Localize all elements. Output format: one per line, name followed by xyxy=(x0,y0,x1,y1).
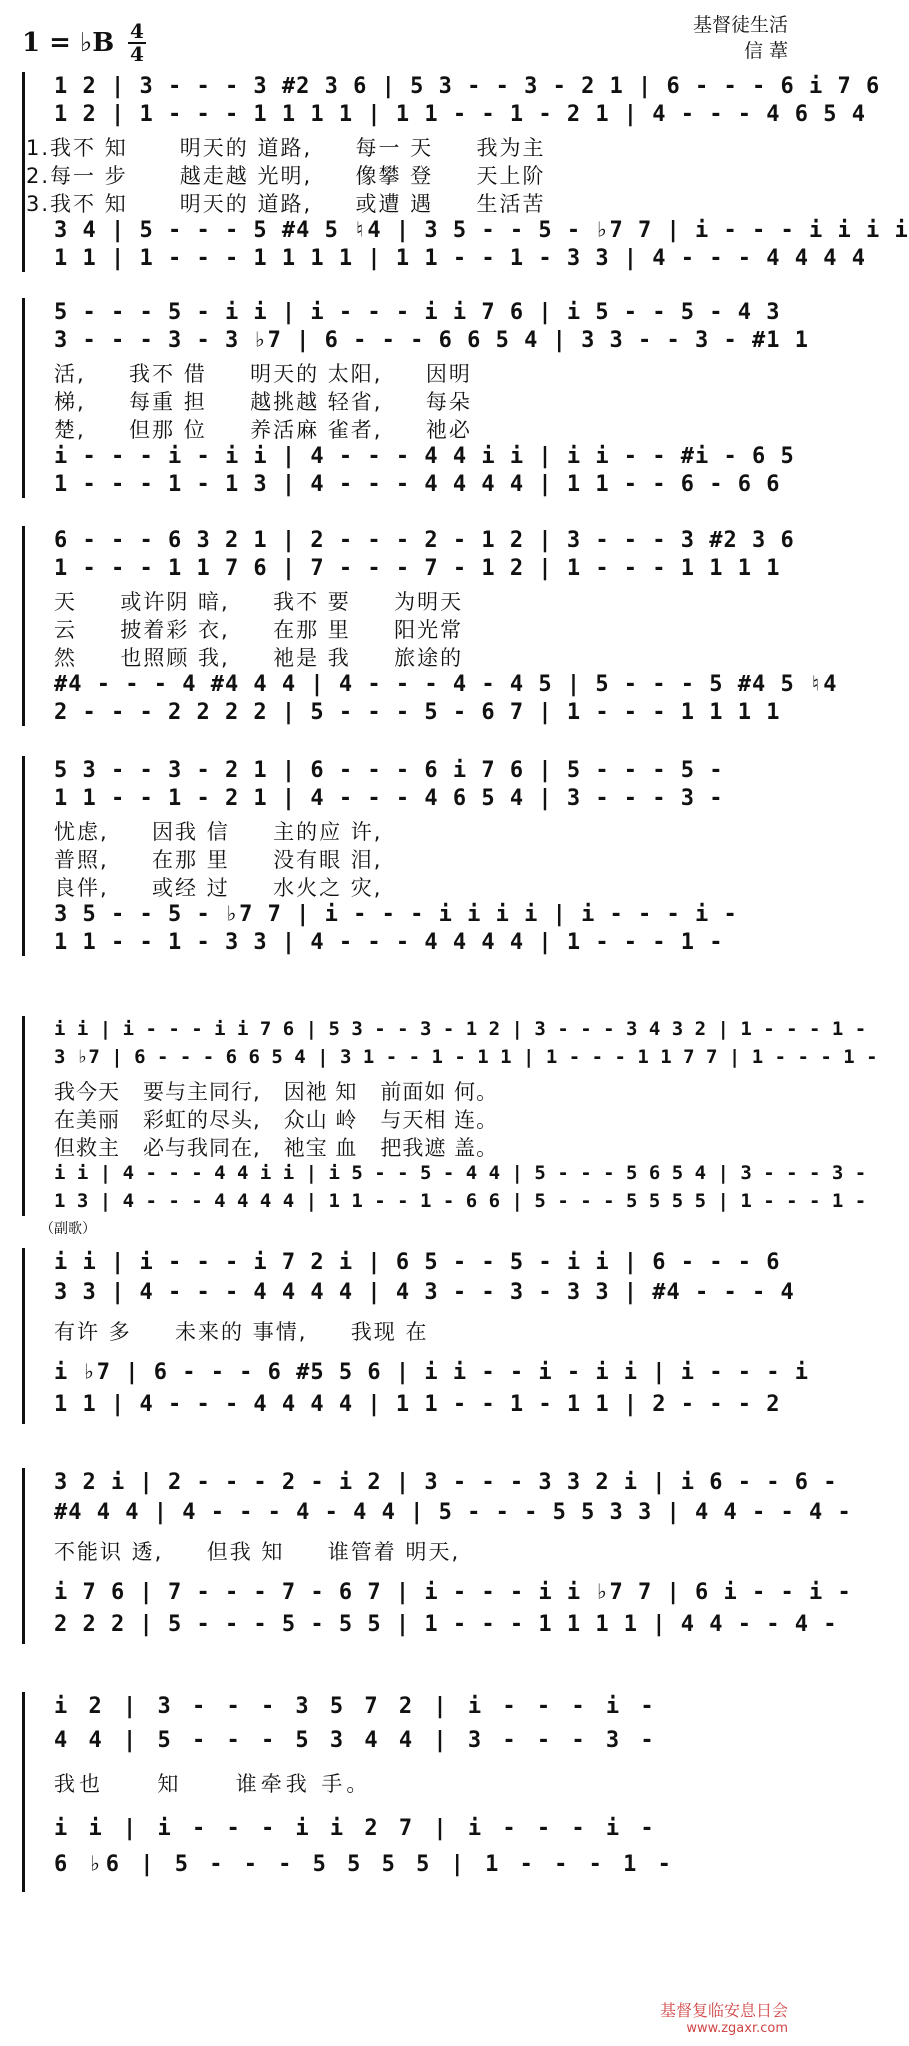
tenor-line: i i | i - - - i i 2 7 | i - - - i - xyxy=(54,1816,658,1841)
time-signature xyxy=(128,19,146,66)
tenor-line: i ♭7 | 6 - - - 6 #5 5 6 | i i - - i - i i | i - - - i xyxy=(54,1360,809,1385)
tenor-line: i 7 6 | 7 - - - 7 - 6 7 | i - - - i i ♭7 7 | 6 i - - i - xyxy=(54,1580,852,1605)
key-signature: 1 = ♭B xyxy=(22,28,115,58)
bass-line: 1 3 | 4 - - - 4 4 4 4 | 1 1 - - 1 - 6 6 | 5 - - - 5 5 5 5 | 1 - - - 1 - xyxy=(54,1190,867,1212)
lyrics-verse-2: 普照, 在那 里 没有眼 泪, xyxy=(54,848,383,872)
lyrics-verse-1: 1.我不 知 明天的 道路, 每一 天 我为主 xyxy=(26,136,546,160)
soprano-line: 1 2 | 3 - - - 3 #2 3 6 | 5 3 - - 3 - 2 1 | 6 - - - 6 i 7 6 xyxy=(54,74,881,99)
lyrics-verse-2: 在美丽 彩虹的尽头, 众山 岭 与天相 连。 xyxy=(54,1108,499,1132)
lyrics-verse-3: 然 也照顾 我, 祂是 我 旅途的 xyxy=(54,646,464,670)
lyrics-chorus: 有许 多 未来的 事情, 我现 在 xyxy=(54,1320,429,1344)
tenor-line: 3 4 | 5 - - - 5 #4 5 ♮4 | 3 5 - - 5 - ♭7 7 | i - - - i i i i xyxy=(54,218,909,243)
lyrics-verse-3: 楚, 但那 位 养活麻 雀者, 祂必 xyxy=(54,418,472,442)
bass-line: 2 - - - 2 2 2 2 | 5 - - - 5 - 6 7 | 1 - - - 1 1 1 1 xyxy=(54,700,781,725)
alto-line: 3 ♭7 | 6 - - - 6 6 5 4 | 3 1 - - 1 - 1 1 | 1 - - - 1 1 7 7 | 1 - - - 1 - xyxy=(54,1046,878,1068)
alto-line: 1 2 | 1 - - - 1 1 1 1 | 1 1 - - 1 - 2 1 | 4 - - - 4 6 5 4 xyxy=(54,102,866,127)
tenor-line: 3 5 - - 5 - ♭7 7 | i - - - i i i i | i - - - i - xyxy=(54,902,738,927)
lyrics-verse-3: 良伴, 或经 过 水火之 灾, xyxy=(54,876,383,900)
time-signature-bottom: 4 xyxy=(130,42,144,66)
alto-line: 1 - - - 1 1 7 6 | 7 - - - 7 - 1 2 | 1 - - - 1 1 1 1 xyxy=(54,556,781,581)
soprano-line: 5 - - - 5 - i i | i - - - i i 7 6 | i 5 - - 5 - 4 3 xyxy=(54,300,781,325)
bass-line: 1 1 | 1 - - - 1 1 1 1 | 1 1 - - 1 - 3 3 | 4 - - - 4 4 4 4 xyxy=(54,246,866,271)
alto-line: 3 3 | 4 - - - 4 4 4 4 | 4 3 - - 3 - 3 3 | #4 - - - 4 xyxy=(54,1280,795,1305)
alto-line: 3 - - - 3 - 3 ♭7 | 6 - - - 6 6 5 4 | 3 3 - - 3 - #1 1 xyxy=(54,328,809,353)
alto-line: 4 4 | 5 - - - 5 3 4 4 | 3 - - - 3 - xyxy=(54,1728,658,1753)
score-system-2 xyxy=(22,298,809,498)
tenor-line: i - - - i - i i | 4 - - - 4 4 i i | i i - - #i - 6 5 xyxy=(54,444,795,469)
lyrics-chorus: 不能识 透, 但我 知 谁管着 明天, xyxy=(54,1540,461,1564)
lyrics-verse-3: 但救主 必与我同在, 祂宝 血 把我遮 盖。 xyxy=(54,1136,499,1160)
score-system-8 xyxy=(22,1692,792,1892)
score-system-7 xyxy=(22,1468,852,1644)
alto-line: 1 1 - - 1 - 2 1 | 4 - - - 4 6 5 4 | 3 - - - 3 - xyxy=(54,786,724,811)
credit-source: 基督徒生活 xyxy=(692,14,788,36)
soprano-line: i i | i - - - i i 7 6 | 5 3 - - 3 - 1 2 | 3 - - - 3 4 3 2 | 1 - - - 1 - xyxy=(54,1018,867,1040)
bass-line: 1 - - - 1 - 1 3 | 4 - - - 4 4 4 4 | 1 1 - - 6 - 6 6 xyxy=(54,472,781,497)
lyrics-verse-2: 云 披着彩 衣, 在那 里 阳光常 xyxy=(54,618,464,642)
lyrics-chorus: 我也 知 谁牵我 手。 xyxy=(54,1772,372,1796)
lyrics-verse-3: 3.我不 知 明天的 道路, 或遭 遇 生活苦 xyxy=(26,192,546,216)
alto-line: #4 4 4 | 4 - - - 4 - 4 4 | 5 - - - 5 5 3 3 | 4 4 - - 4 - xyxy=(54,1500,852,1525)
lyrics-verse-2: 梯, 每重 担 越挑越 轻省, 每朵 xyxy=(54,390,472,414)
tenor-line: #4 - - - 4 #4 4 4 | 4 - - - 4 - 4 5 | 5 - - - 5 #4 5 ♮4 xyxy=(54,672,838,697)
soprano-line: i i | i - - - i 7 2 i | 6 5 - - 5 - i i | 6 - - - 6 xyxy=(54,1250,781,1275)
credits xyxy=(693,12,788,64)
soprano-line: i 2 | 3 - - - 3 5 7 2 | i - - - i - xyxy=(54,1694,658,1719)
score-system-4 xyxy=(22,756,792,956)
lyrics-verse-1: 忧虑, 因我 信 主的应 许, xyxy=(54,820,383,844)
credit-author: 信 葦 xyxy=(743,40,788,62)
bass-line: 6 ♭6 | 5 - - - 5 5 5 5 | 1 - - - 1 - xyxy=(54,1852,675,1877)
watermark xyxy=(660,2002,788,2038)
time-signature-top: 4 xyxy=(130,19,144,43)
bass-line: 1 1 | 4 - - - 4 4 4 4 | 1 1 - - 1 - 1 1 | 2 - - - 2 xyxy=(54,1392,781,1417)
bass-line: 2 2 2 | 5 - - - 5 - 5 5 | 1 - - - 1 1 1 1 | 4 4 - - 4 - xyxy=(54,1612,838,1637)
score-system-1 xyxy=(22,72,909,272)
watermark-url: www.zgaxr.com xyxy=(686,2021,788,2036)
watermark-name: 基督复临安息日会 xyxy=(659,2001,788,2020)
lyrics-verse-1: 活, 我不 借 明天的 太阳, 因明 xyxy=(54,362,472,386)
lyrics-verse-1: 天 或许阴 暗, 我不 要 为明天 xyxy=(54,590,464,614)
soprano-line: 3 2 i | 2 - - - 2 - i 2 | 3 - - - 3 3 2 i | i 6 - - 6 - xyxy=(54,1470,838,1495)
lyrics-verse-1: 我今天 要与主同行, 因祂 知 前面如 何。 xyxy=(54,1080,499,1104)
score-system-3 xyxy=(22,526,838,726)
lyrics-verse-2: 2.每一 步 越走越 光明, 像攀 登 天上阶 xyxy=(26,164,546,188)
soprano-line: 5 3 - - 3 - 2 1 | 6 - - - 6 i 7 6 | 5 - - - 5 - xyxy=(54,758,724,783)
tenor-line: i i | 4 - - - 4 4 i i | i 5 - - 5 - 4 4 | 5 - - - 5 6 5 4 | 3 - - - 3 - xyxy=(54,1162,867,1184)
score-system-5 xyxy=(22,1016,878,1216)
bass-line: 1 1 - - 1 - 3 3 | 4 - - - 4 4 4 4 | 1 - - - 1 - xyxy=(54,930,724,955)
chorus-label: （副歌） xyxy=(40,1221,96,1237)
score-system-6 xyxy=(22,1248,809,1424)
soprano-line: 6 - - - 6 3 2 1 | 2 - - - 2 - 1 2 | 3 - - - 3 #2 3 6 xyxy=(54,528,795,553)
